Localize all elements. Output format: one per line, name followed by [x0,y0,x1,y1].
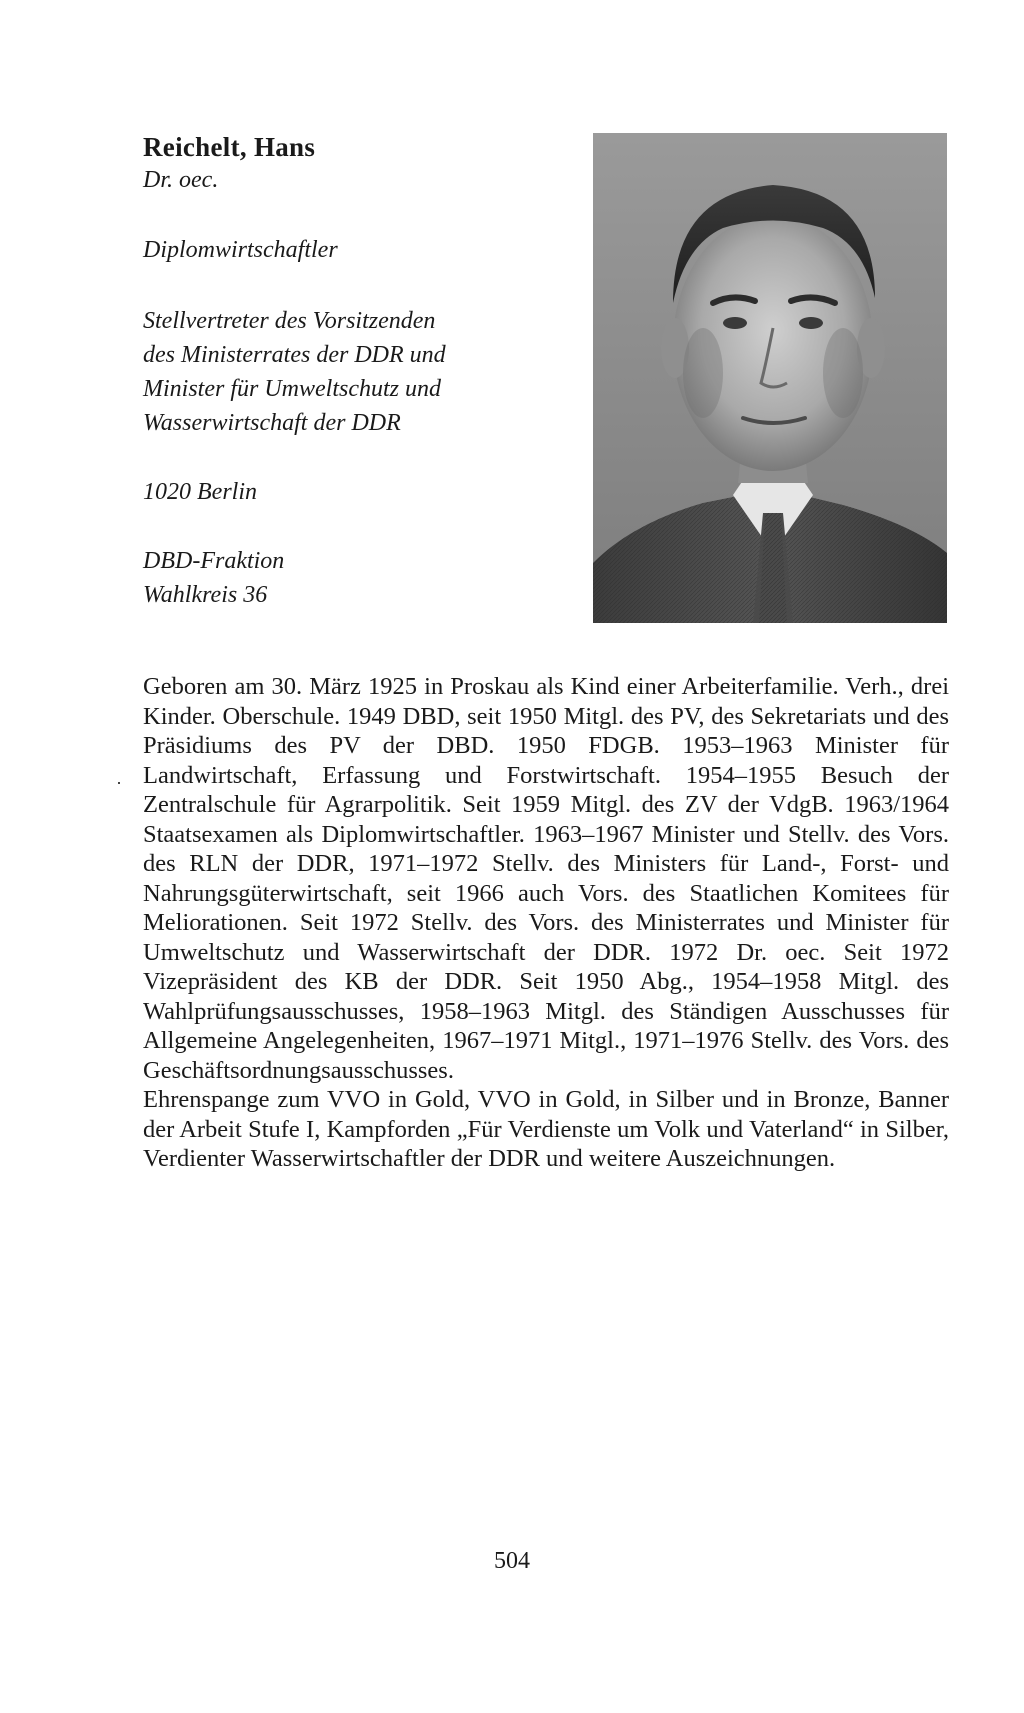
entry-header [143,130,563,612]
person-name: Reichelt, Hans [143,132,316,162]
constituency: Wahlkreis 36 [143,582,268,608]
academic-title: Dr. oec. [143,167,219,193]
city: 1020 Berlin [143,479,257,505]
faction-block [143,544,563,612]
position-line: des Ministerrates der DDR und [143,342,446,368]
profession: Diplomwirtschaftler [143,237,338,263]
portrait-photo [593,133,947,623]
position-line: Stellvertreter des Vorsitzenden [143,308,436,334]
awards-paragraph: Ehrenspange zum VVO in Gold, VVO in Gold, in Silber und in Bronze, Banner der Arbeit Stufe I, Kampforden „Für Verdienste um Volk und Vaterland“ in Silber, Verdienter Wasserwirtschaftler der DDR und weitere Auszeichnungen. [143,1086,949,1172]
biography [143,672,949,1174]
faction: DBD-Fraktion [143,548,285,574]
position-line: Minister für Umweltschutz und [143,376,441,402]
portrait-image [593,133,947,623]
page-number: 504 [494,1548,530,1574]
position-line: Wasserwirtschaft der DDR [143,410,401,436]
margin-mark [118,782,120,784]
official-position [143,304,563,440]
biography-paragraph: Geboren am 30. März 1925 in Proskau als Kind einer Arbeiterfamilie. Verh., drei Kinder. Oberschule. 1949 DBD, seit 1950 Mitgl. des PV, des Sekretariats und des Präsidiums des PV der DBD. 1950 FDGB. 1953–1963 Minister für Landwirtschaft, Erfassung und Forstwirtschaft. 1954–1955 Besuch der Zentralschule für Agrarpolitik. Seit 1959 Mitgl. des ZV der VdgB. 1963/1964 Staatsexamen als Diplomwirtschaftler. 1963–1967 Minister und Stellv. des Vors. des RLN der DDR, 1971–1972 Stellv. des Ministers für Land-, Forst- und Nahrungsgüterwirtschaft, seit 1966 auch Vors. des Staatlichen Komitees für Meliorationen. Seit 1972 Stellv. des Vors. des Ministerrates und Minister für Umweltschutz und Wasserwirtschaft der DDR. 1972 Dr. oec. Seit 1972 Vizepräsident des KB der DDR. Seit 1950 Abg., 1954–1958 Mitgl. des Wahlprüfungsausschusses, 1958–1963 Mitgl. des Ständigen Ausschusses für Allgemeine Angelegenheiten, 1967–1971 Mitgl., 1971–1976 Stellv. des Vors. des Geschäftsordnungsausschusses. [143,673,949,1084]
